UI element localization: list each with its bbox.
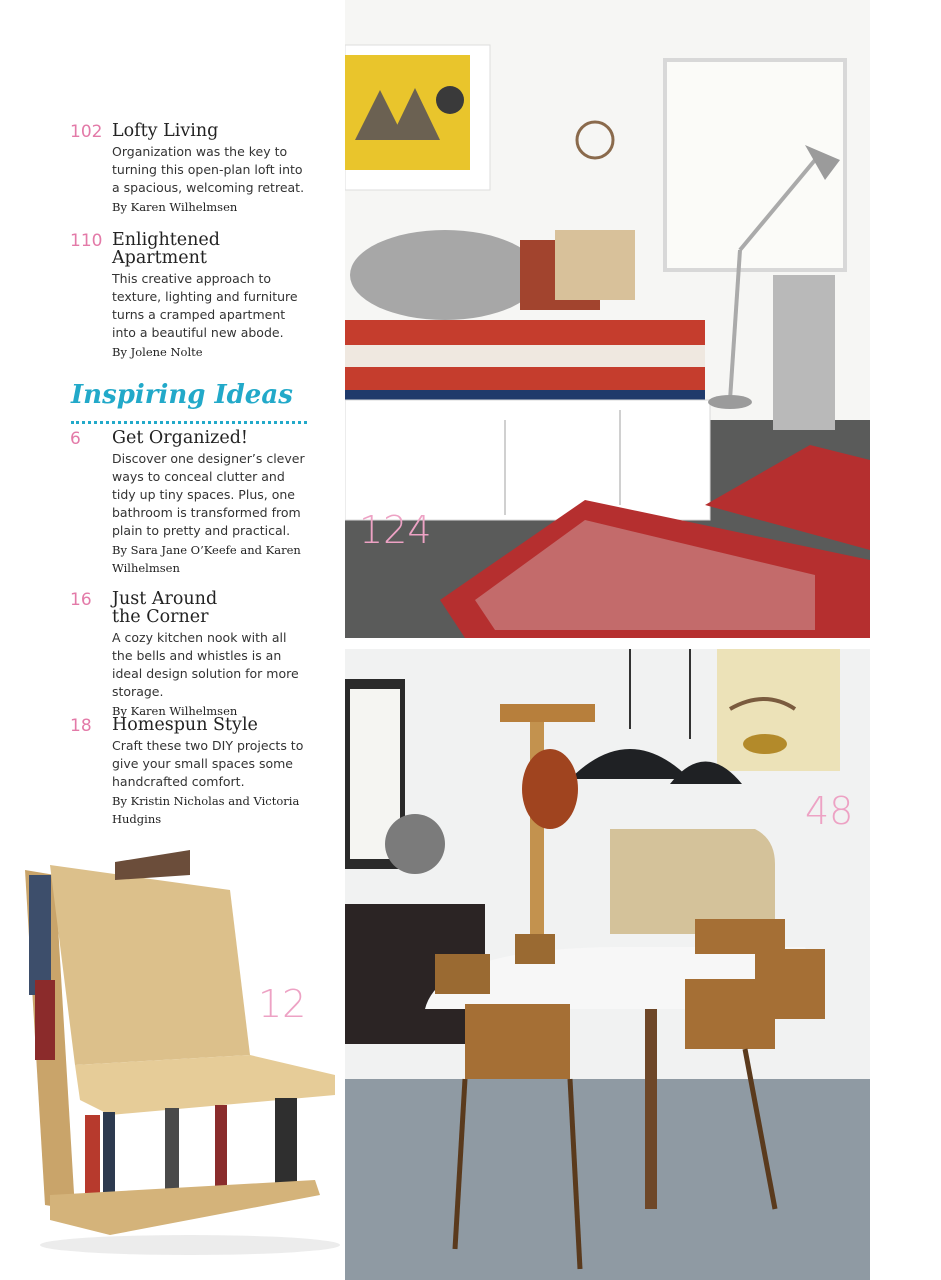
article-description: Craft these two DIY projects to give your small spaces some handcrafted comfort. bbox=[112, 738, 304, 789]
dining-photo[interactable] bbox=[345, 649, 870, 1280]
article-byline: By Sara Jane O’Keefe and Karen Wilhelmsen bbox=[112, 543, 301, 575]
bookshelf-chair-illustration bbox=[15, 850, 345, 1260]
article-title: Just Around the Corner bbox=[112, 589, 218, 627]
photo-page-number: 12 bbox=[258, 982, 307, 1026]
article-title: Homespun Style bbox=[112, 715, 258, 735]
page-number: 18 bbox=[70, 716, 92, 736]
article-byline: By Jolene Nolte bbox=[112, 345, 203, 359]
page-number: 16 bbox=[70, 590, 92, 610]
article-byline: By Karen Wilhelmsen bbox=[112, 704, 238, 718]
photo-page-number: 124 bbox=[359, 508, 432, 552]
article-description: This creative approach to texture, lighting and furniture turns a cramped apartment into a beautiful new abode. bbox=[112, 271, 298, 340]
article-title: Get Organized! bbox=[112, 428, 248, 448]
article-description: A cozy kitchen nook with all the bells and whistles is an ideal design solution for more storage. bbox=[112, 630, 299, 699]
section-divider bbox=[71, 421, 307, 424]
toc-entry[interactable] bbox=[70, 122, 310, 216]
photo-page-number: 48 bbox=[805, 789, 854, 833]
article-description: Organization was the key to turning this open-plan loft into a spacious, welcoming retreat. bbox=[112, 144, 305, 195]
bedroom-photo[interactable] bbox=[345, 0, 870, 638]
article-byline: By Kristin Nicholas and Victoria Hudgins bbox=[112, 794, 300, 826]
toc-entry[interactable] bbox=[70, 590, 310, 720]
page-number: 110 bbox=[70, 231, 103, 251]
article-title: Enlightened Apartment bbox=[112, 230, 220, 268]
dining-illustration bbox=[345, 649, 870, 1280]
toc-entry[interactable] bbox=[70, 231, 310, 361]
toc-entry[interactable] bbox=[70, 429, 310, 577]
article-byline: By Karen Wilhelmsen bbox=[112, 200, 238, 214]
toc-entry[interactable] bbox=[70, 716, 310, 828]
article-description: Discover one designer’s clever ways to conceal clutter and tidy up tiny spaces. Plus, one bathroom is transformed from plain to pretty and practical. bbox=[112, 451, 305, 538]
page-number: 102 bbox=[70, 122, 103, 142]
article-title: Lofty Living bbox=[112, 121, 219, 141]
section-heading: Inspiring Ideas bbox=[71, 380, 293, 410]
bookshelf-chair-photo[interactable] bbox=[15, 850, 345, 1260]
page-number: 6 bbox=[70, 429, 81, 449]
